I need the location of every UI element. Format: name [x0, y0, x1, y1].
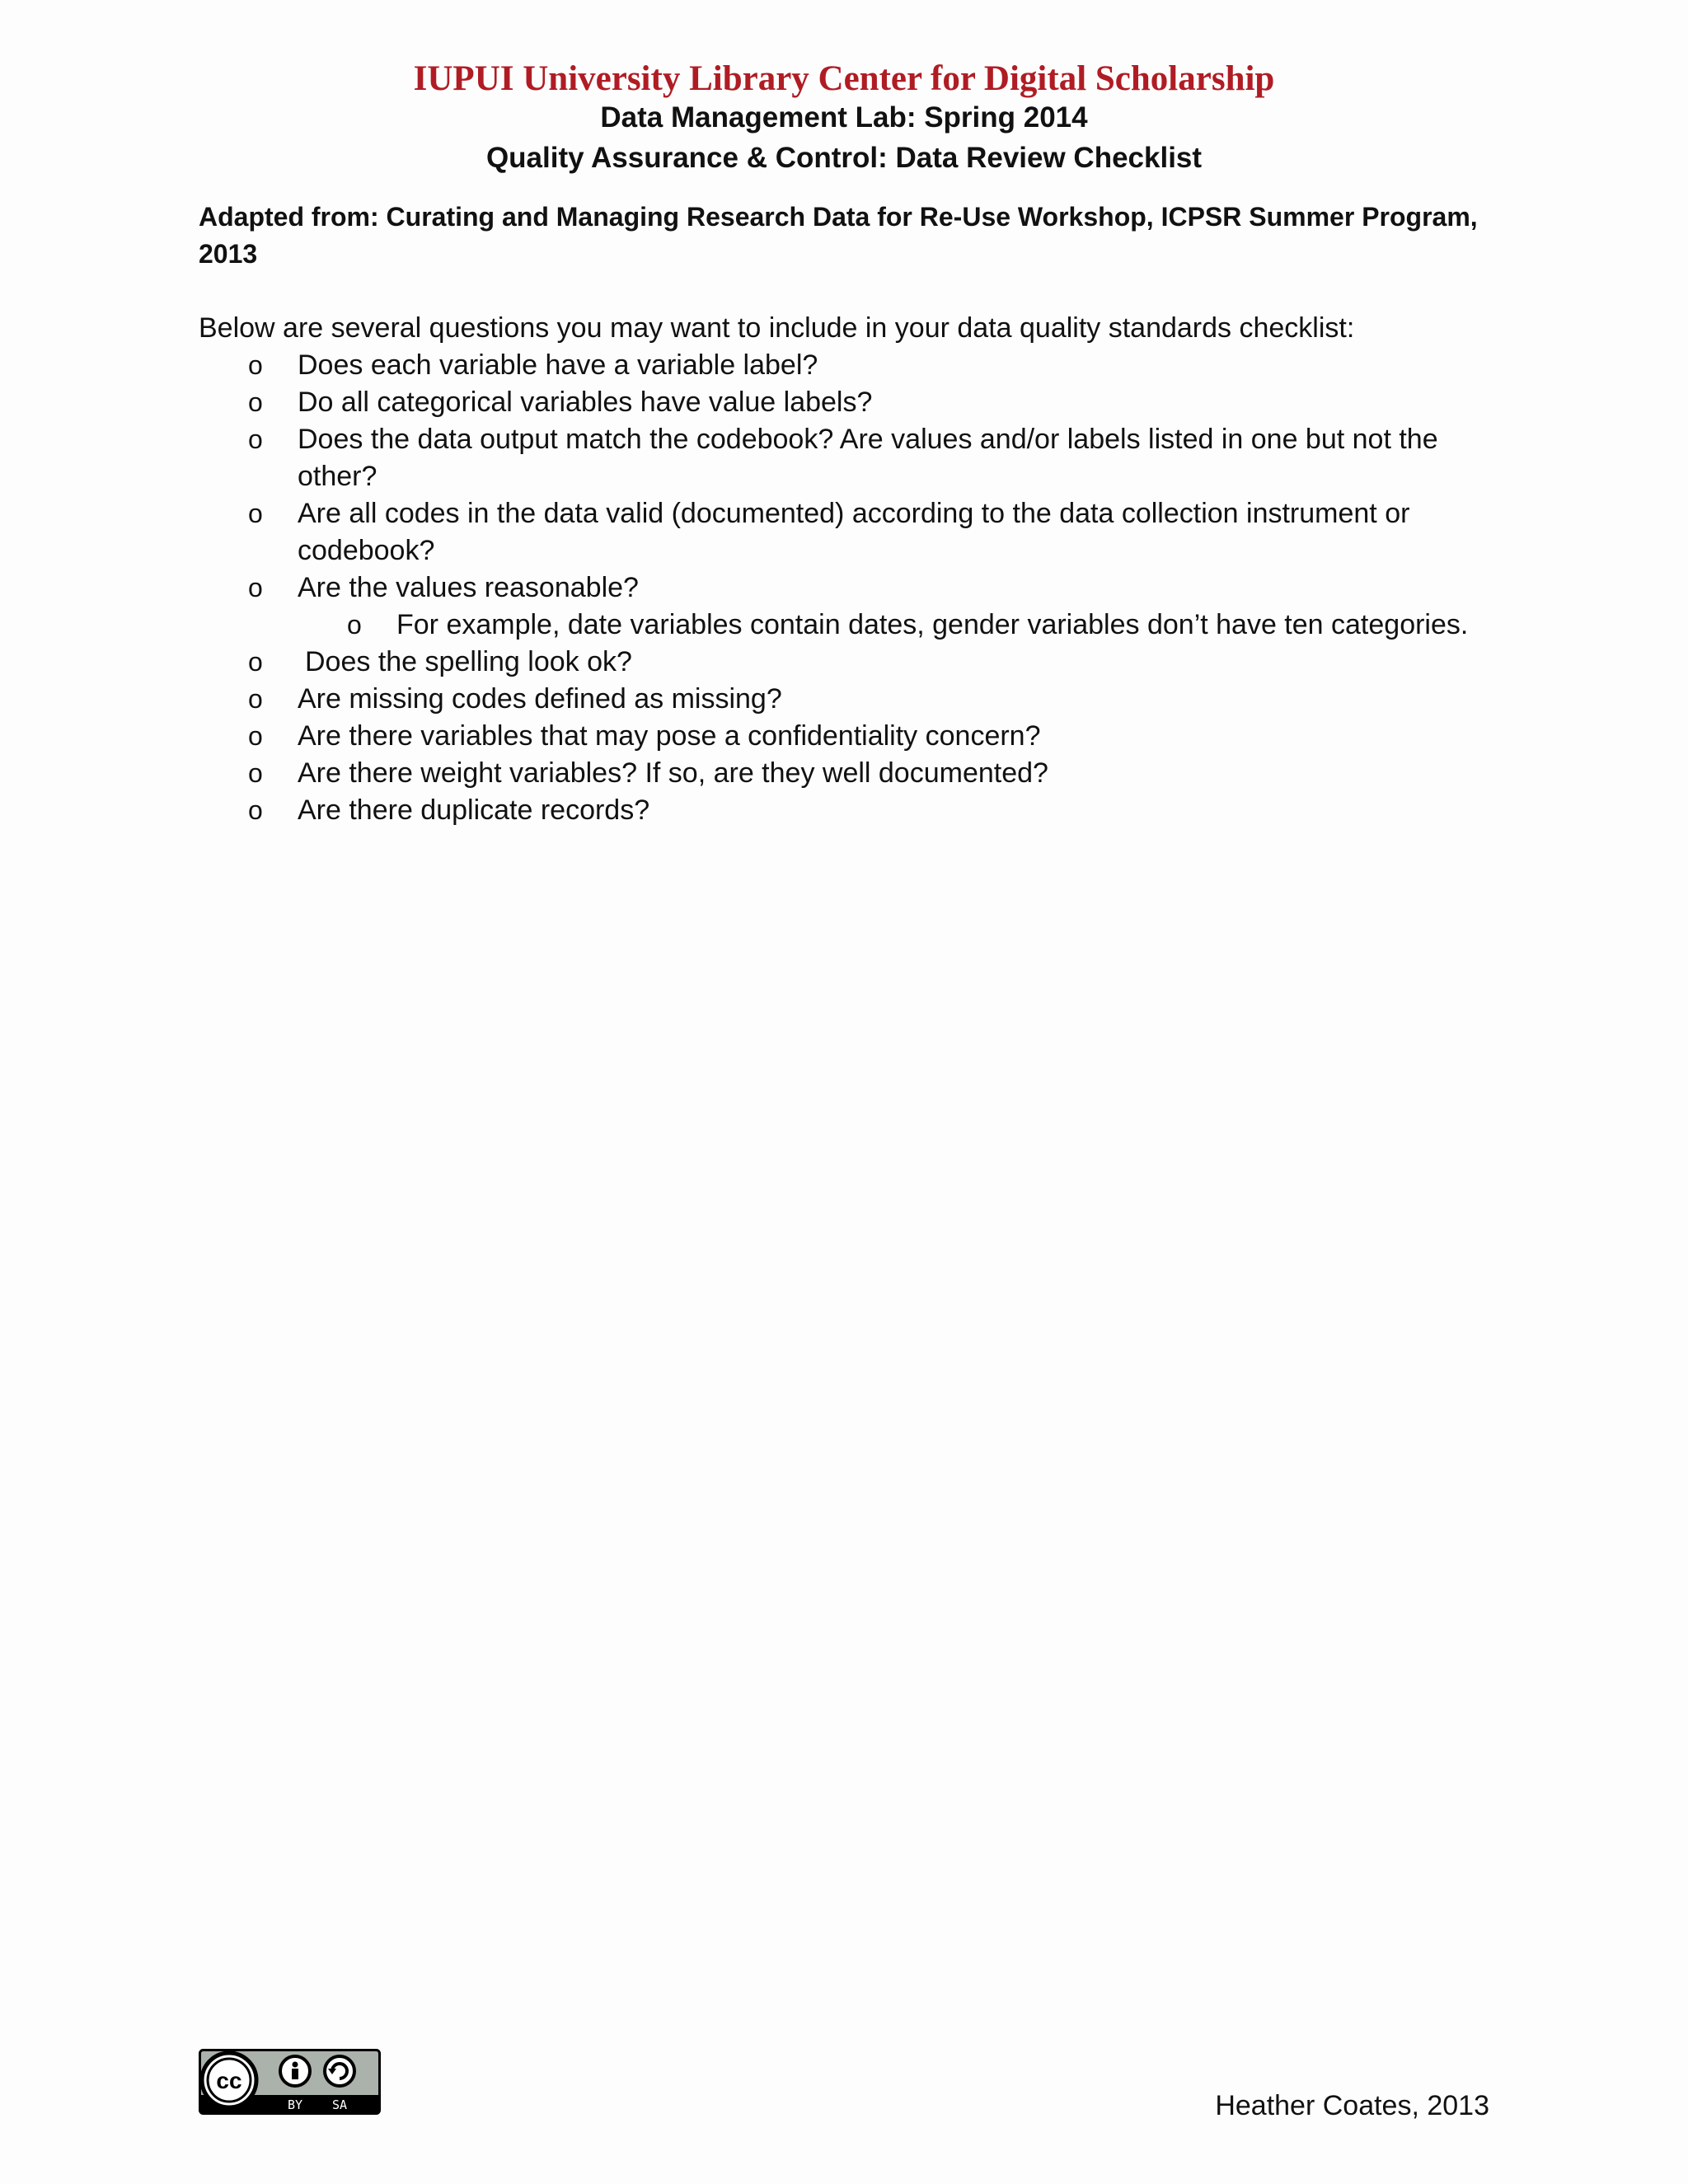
- svg-text:cc: cc: [216, 2068, 242, 2093]
- list-item: o Are there duplicate records?: [0, 792, 1468, 829]
- list-item: o Does each variable have a variable label?: [0, 347, 1468, 384]
- bullet-icon: o: [248, 721, 263, 751]
- list-item: o Are the values reasonable?: [0, 569, 1468, 607]
- list-item: o Are there variables that may pose a confidentiality concern?: [0, 718, 1468, 755]
- checklist: [0, 347, 1688, 829]
- list-item: o Do all categorical variables have value labels?: [0, 384, 1468, 421]
- bullet-icon: o: [248, 684, 263, 714]
- adapted-from-note: Adapted from: Curating and Managing Research Data for Re-Use Workshop, ICPSR Summer Program, 2013: [199, 202, 1478, 269]
- lab-title: Data Management Lab: Spring 2014: [600, 101, 1088, 134]
- license-sa-label: SA: [331, 2097, 348, 2112]
- bullet-icon: o: [248, 350, 263, 380]
- bullet-icon: o: [248, 499, 263, 528]
- document-subtitle: Quality Assurance & Control: Data Review Checklist: [485, 142, 1203, 174]
- bullet-icon: o: [248, 424, 263, 454]
- license-by-label: BY: [287, 2097, 303, 2112]
- creative-commons-by-sa-icon: [199, 2049, 381, 2115]
- list-item: o Are missing codes defined as missing?: [0, 681, 1468, 718]
- list-item: o Does the spelling look ok?: [0, 644, 1468, 681]
- list-item: o Are there weight variables? If so, are they well documented?: [0, 755, 1468, 792]
- list-item: o Does the data output match the codebook? Are values and/or labels listed in one but not the other?: [0, 421, 1468, 495]
- bullet-icon: o: [248, 758, 263, 788]
- list-item: o Are all codes in the data valid (documented) according to the data collection instrument or codebook?: [0, 495, 1468, 569]
- bullet-icon: o: [347, 610, 362, 640]
- bullet-icon: o: [248, 647, 263, 677]
- bullet-icon: o: [248, 795, 263, 825]
- intro-paragraph: Below are several questions you may want to include in your data quality standards checklist:: [199, 312, 1355, 344]
- bullet-icon: o: [248, 573, 263, 602]
- sub-list-item: o For example, date variables contain dates, gender variables don’t have ten categories.: [0, 607, 1550, 644]
- author-credit: Heather Coates, 2013: [1215, 2090, 1489, 2121]
- institution-title: IUPUI University Library Center for Digital Scholarship: [413, 59, 1275, 98]
- bullet-icon: o: [248, 387, 263, 417]
